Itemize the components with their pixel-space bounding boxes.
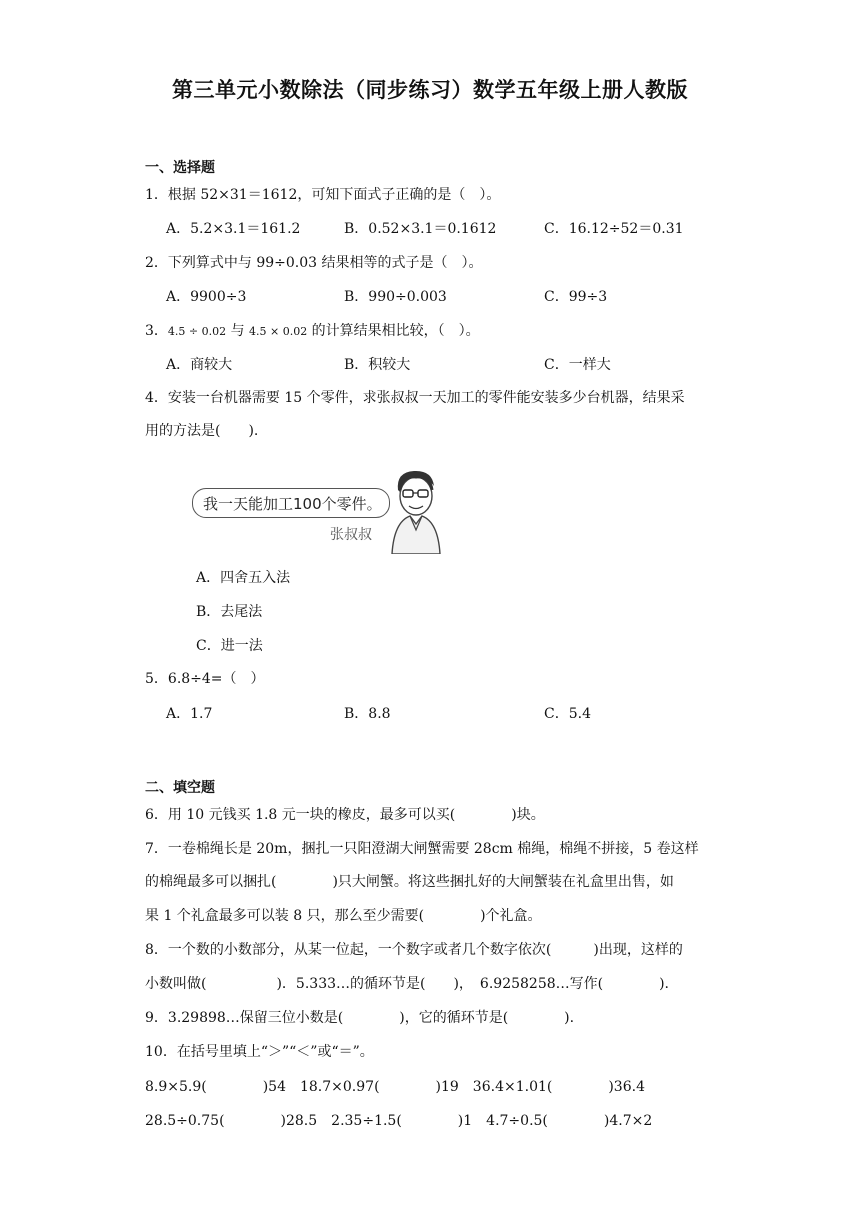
question-10-row-1: 8.9×5.9( )54 18.7×0.97( )19 36.4×1.01( )36.4 [145, 1079, 645, 1095]
question-4-option-b: B．去尾法 [196, 604, 263, 620]
question-7-line-1: 7．一卷棉绳长是 20m，捆扎一只阳澄湖大闸蟹需要 28cm 棉绳，棉绳不拼接，5 卷这样 [145, 841, 699, 857]
question-3-expression-1: 4.5 ÷ 0.02 [167, 325, 227, 338]
question-3-tail: 的计算结果相比较，（ ）。 [307, 323, 480, 339]
question-3-option-a: A．商较大 [166, 357, 233, 373]
speech-bubble-text: 我一天能加工100个零件。 [203, 495, 382, 513]
question-3-option-b: B．积较大 [344, 357, 411, 373]
question-4-line-1: 4．安装一台机器需要 15 个零件，求张叔叔一天加工的零件能安装多少台机器，结果采 [145, 390, 685, 406]
question-3-expression-2: 4.5 × 0.02 [249, 325, 308, 338]
question-1-option-c: C．16.12÷52＝0.31 [544, 221, 684, 237]
question-1-option-a: A．5.2×3.1＝161.2 [166, 221, 301, 237]
section-heading-choice: 一、选择题 [145, 160, 215, 176]
question-7-line-2: 的棉绳最多可以捆扎( )只大闸蟹。将这些捆扎好的大闸蟹装在礼盒里出售，如 [145, 874, 674, 890]
question-10-row-2: 28.5÷0.75( )28.5 2.35÷1.5( )1 4.7÷0.5( )4.7×2 [145, 1113, 653, 1129]
speaker-label: 张叔叔 [330, 527, 372, 543]
question-4-option-c: C．进一法 [196, 638, 263, 654]
question-2-option-b: B．990÷0.003 [344, 289, 447, 305]
page-title: 第三单元小数除法（同步练习）数学五年级上册人教版 [172, 77, 688, 102]
question-8-line-2: 小数叫做( )．5.333…的循环节是( )， 6.9258258…写作( ). [145, 976, 670, 992]
question-5-option-c: C．5.4 [544, 706, 591, 722]
section-heading-fill-blank: 二、填空题 [145, 780, 215, 796]
question-1-stem: 1．根据 52×31＝1612，可知下面式子正确的是（ ）。 [145, 187, 501, 203]
question-3-number: 3． [145, 323, 168, 339]
question-4-illustration [192, 468, 442, 554]
question-2-stem: 2．下列算式中与 99÷0.03 结果相等的式子是（ ）。 [145, 255, 483, 271]
question-4-option-a: A．四舍五入法 [196, 570, 291, 586]
question-10-stem: 10．在括号里填上“＞”“＜”或“＝”。 [145, 1044, 374, 1060]
question-2-option-a: A．9900÷3 [166, 289, 247, 305]
question-7-line-3: 果 1 个礼盒最多可以装 8 只，那么至少需要( )个礼盒。 [145, 908, 542, 924]
question-3-option-c: C．一样大 [544, 357, 611, 373]
question-1-option-b: B．0.52×3.1＝0.1612 [344, 221, 497, 237]
question-4-line-2: 用的方法是( ). [145, 423, 259, 439]
question-5-option-a: A．1.7 [166, 706, 213, 722]
person-figure-icon [388, 468, 444, 554]
question-2-option-c: C．99÷3 [544, 289, 608, 305]
speech-bubble [192, 488, 390, 518]
question-6: 6．用 10 元钱买 1.8 元一块的橡皮，最多可以买( )块。 [145, 807, 545, 823]
question-3-joiner: 与 [226, 323, 250, 339]
question-5-option-b: B．8.8 [344, 706, 391, 722]
question-5-stem: 5．6.8÷4=（ ） [145, 671, 265, 687]
question-8-line-1: 8．一个数的小数部分，从某一位起，一个数字或者几个数字依次( )出现，这样的 [145, 942, 683, 958]
question-3-stem [145, 321, 480, 342]
question-9: 9．3.29898…保留三位小数是( )，它的循环节是( ). [145, 1010, 575, 1026]
